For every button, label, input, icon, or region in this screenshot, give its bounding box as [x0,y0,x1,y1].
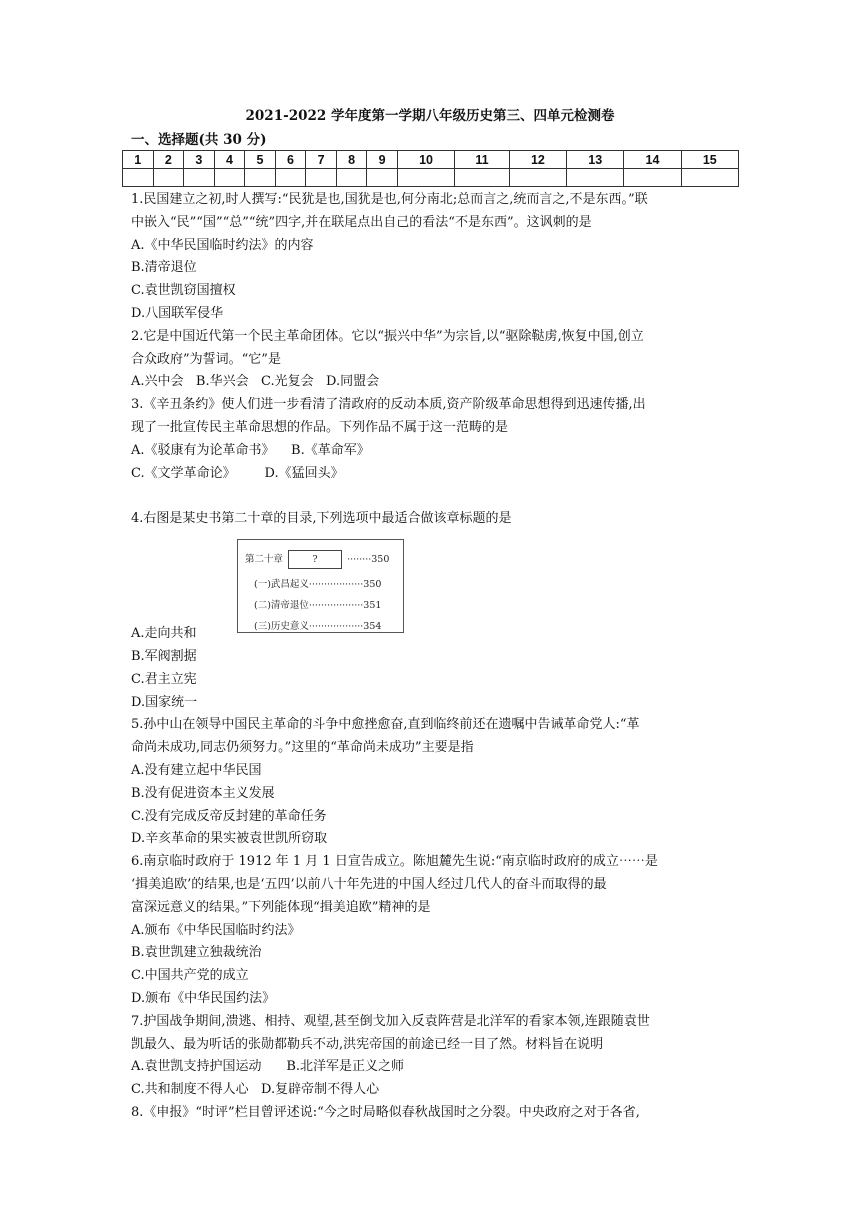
question-6-stem-cont: 富深远意义的结果。”下列能体现“揖美追欧”精神的是 [131,899,431,915]
answer-grid-blank-row [123,169,739,187]
question-3-stem-cont: 现了一批宣传民主革命思想的作品。下列作品不属于这一范畴的是 [131,419,509,435]
toc-item-2: (二)清帝退位··················351 [254,600,382,612]
question-1-option-c: C.袁世凯窃国擅权 [131,283,236,299]
answer-cell[interactable] [306,169,337,187]
answer-number: 5 [245,151,276,169]
exam-title: 2021-2022 学年度第一学期八年级历史第三、四单元检测卷 [245,108,615,124]
question-7-options-ab: A.袁世凯支持护国运动 B.北洋军是正义之师 [131,1059,405,1075]
question-2-stem: 2.它是中国近代第一个民主革命团体。它以“振兴中华”为宗旨,以“驱除鞑虏,恢复中国,创立 [131,328,644,344]
answer-cell[interactable] [214,169,245,187]
toc-chapter-label: 第二十章 [245,554,284,566]
answer-cell[interactable] [123,169,154,187]
question-4-option-a: A.走向共和 [131,626,197,642]
question-1-stem: 1.民国建立之初,时人撰写:“民犹是也,国犹是也,何分南北;总而言之,统而言之,不是东西。”联 [131,192,648,207]
answer-grid-number-row [123,151,739,169]
question-5-option-a: A.没有建立起中华民国 [131,762,262,778]
answer-number: 8 [336,151,367,169]
question-1-option-a: A.《中华民国临时约法》的内容 [131,237,314,253]
question-4-option-b: B.军阀割据 [131,648,197,664]
answer-number: 7 [306,151,337,169]
question-6-option-b: B.袁世凯建立独裁统治 [131,945,262,961]
question-6-option-d: D.颁布《中华民国约法》 [131,990,276,1006]
answer-number: 14 [624,151,681,169]
answer-cell[interactable] [153,169,184,187]
question-7-stem-cont: 凯最久、最为听话的张勋都勒兵不动,洪宪帝国的前途已经一目了然。材料旨在说明 [131,1036,604,1052]
answer-number: 3 [184,151,215,169]
answer-cell[interactable] [455,169,510,187]
answer-cell[interactable] [397,169,454,187]
question-1-stem-cont: 中嵌入“民”“国”“总”“统”四字,并在联尾点出自己的看法“不是东西”。这讽刺的是 [131,214,592,230]
answer-cell[interactable] [567,169,624,187]
answer-cell[interactable] [681,169,738,187]
answer-number: 11 [455,151,510,169]
answer-cell[interactable] [509,169,566,187]
question-6-option-a: A.颁布《中华民国临时约法》 [131,922,301,938]
question-3-options-cd: C.《文学革命论》 D.《猛回头》 [131,465,344,481]
question-8-stem: 8.《申报》“时评”栏目曾评述说:“今之时局略似春秋战国时之分裂。中央政府之对于各省, [131,1104,640,1120]
question-7-stem: 7.护国战争期间,溃逃、相持、观望,甚至倒戈加入反袁阵营是北洋军的看家本领,连跟随袁世 [131,1013,650,1029]
answer-number: 10 [397,151,454,169]
answer-number: 1 [123,151,154,169]
question-4-option-c: C.君主立宪 [131,671,197,687]
question-1-option-d: D.八国联军侵华 [131,305,224,321]
question-2-stem-cont: 合众政府”为誓词。“它”是 [131,351,281,367]
section-heading: 一、选择题(共 30 分) [131,132,267,148]
toc-chapter-page: ········350 [347,554,390,566]
question-6-option-c: C.中国共产党的成立 [131,968,249,984]
toc-item-1: (一)武昌起义··················350 [254,579,382,591]
answer-cell[interactable] [624,169,681,187]
question-3-options-ab: A.《驳康有为论革命书》 B.《革命军》 [131,442,370,458]
answer-number: 15 [681,151,738,169]
answer-cell[interactable] [245,169,276,187]
answer-number: 12 [509,151,566,169]
question-7-options-cd: C.共和制度不得人心 D.复辟帝制不得人心 [131,1082,380,1098]
question-2-options: A.兴中会 B.华兴会 C.光复会 D.同盟会 [131,374,380,390]
answer-number: 4 [214,151,245,169]
question-5-option-b: B.没有促进资本主义发展 [131,785,275,801]
question-4-option-d: D.国家统一 [131,694,198,710]
question-5-option-c: C.没有完成反帝反封建的革命任务 [131,808,327,824]
answer-cell[interactable] [336,169,367,187]
answer-cell[interactable] [184,169,215,187]
questions-body [131,189,741,1125]
answer-number: 6 [275,151,306,169]
question-3-stem: 3.《辛丑条约》使人们进一步看清了清政府的反动本质,资产阶级革命思想得到迅速传播,出 [131,397,646,413]
chapter-contents-figure [237,539,404,633]
question-6-stem-cont: ‘揖美追欧’的结果,也是‘五四’以前八十年先进的中国人经过几代人的奋斗而取得的最 [131,876,607,892]
question-1-option-b: B.清帝退位 [131,260,197,276]
question-5-stem-cont: 命尚未成功,同志仍须努力。”这里的“革命尚未成功”主要是指 [131,740,474,756]
question-5-option-d: D.辛亥革命的果实被袁世凯所窃取 [131,831,328,847]
toc-unknown-title-box: ? [288,550,342,569]
answer-number: 9 [367,151,398,169]
question-4-stem: 4.右图是某史书第二十章的目录,下列选项中最适合做该章标题的是 [131,511,512,527]
answer-cell[interactable] [367,169,398,187]
answer-number: 2 [153,151,184,169]
answer-cell[interactable] [275,169,306,187]
question-6-stem: 6.南京临时政府于 1912 年 1 月 1 日宣告成立。陈旭麓先生说:“南京临时政府的成立⋯⋯是 [131,854,658,870]
answer-grid [122,150,739,187]
toc-item-3: (三)历史意义··················354 [254,621,382,633]
answer-number: 13 [567,151,624,169]
question-5-stem: 5.孙中山在领导中国民主革命的斗争中愈挫愈奋,直到临终前还在遗嘱中告诫革命党人:“革 [131,717,640,733]
